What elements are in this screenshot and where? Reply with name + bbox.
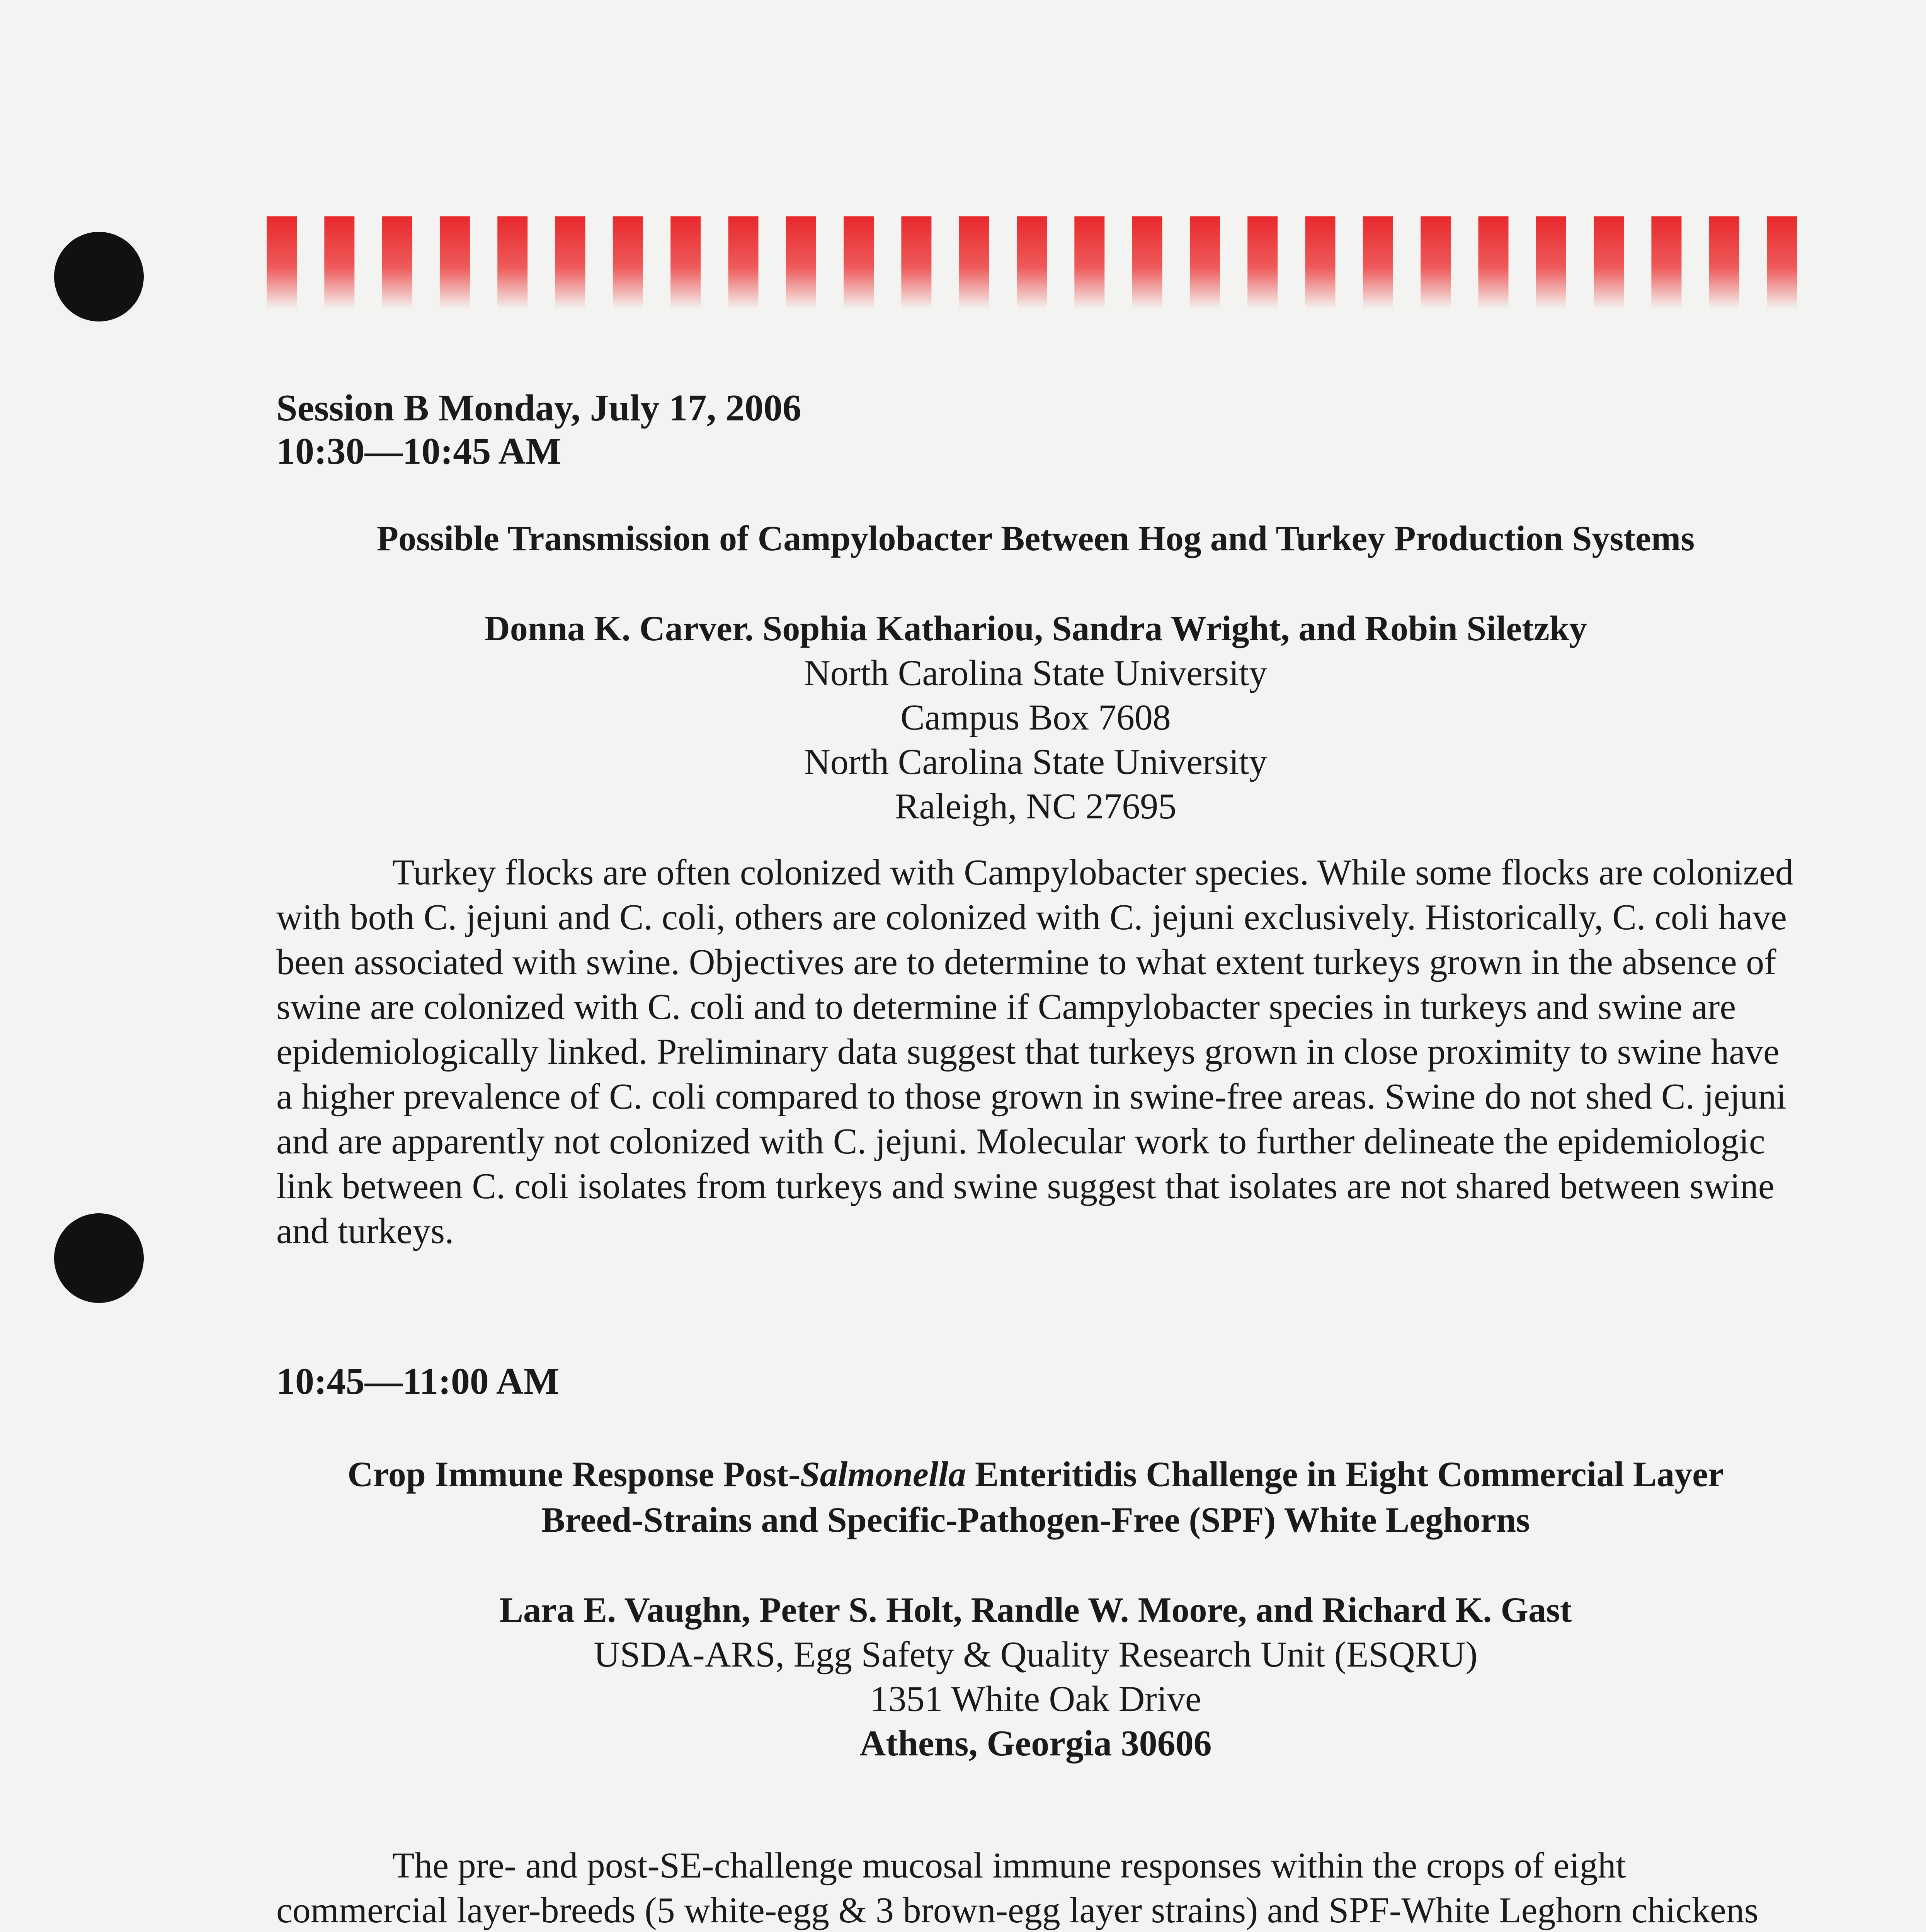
abstract-2-authors: Lara E. Vaughn, Peter S. Holt, Randle W. Moore, and Richard K. Gast: [499, 1590, 1572, 1629]
session-header: Session B Monday, July 17, 2006: [276, 387, 801, 429]
abstract-2-title: [276, 1451, 1795, 1543]
banner-bar: [497, 216, 527, 309]
abstract-2-body: [276, 1843, 1795, 1932]
banner-bar: [901, 216, 931, 309]
banner-bar: [1651, 216, 1681, 309]
abstract-1-title: Possible Transmission of Campylobacter Between Hog and Turkey Production Systems: [376, 519, 1695, 558]
binder-hole-middle: [54, 1213, 144, 1303]
banner-bar: [382, 216, 412, 309]
banner-bar: [1305, 216, 1336, 309]
banner-bar: [959, 216, 989, 309]
abstract-1-affiliation-line: North Carolina State University: [804, 653, 1268, 693]
banner-bar: [1363, 216, 1393, 309]
banner-bar: [1536, 216, 1566, 309]
banner-bar: [786, 216, 816, 309]
abstract-1-affiliation-line: Raleigh, NC 27695: [895, 786, 1177, 827]
banner-bar: [1479, 216, 1509, 309]
banner-bar: [1132, 216, 1162, 309]
banner-bar: [1017, 216, 1047, 309]
abstract-1-authors: Donna K. Carver. Sophia Kathariou, Sandra Wright, and Robin Siletzky: [484, 609, 1587, 648]
banner-bar: [324, 216, 354, 309]
session-time-2: 10:45—11:00 AM: [276, 1361, 560, 1402]
banner-bar: [1421, 216, 1451, 309]
banner-bar: [440, 216, 470, 309]
abstract-2-title-rest: Enteritidis Challenge in Eight Commercial Layer: [966, 1454, 1724, 1494]
banner-bar: [1190, 216, 1220, 309]
banner-bar: [1767, 216, 1797, 309]
abstract-1-body: Turkey flocks are often colonized with Campylobacter species. While some flocks are colonized with both C. jejuni and C. coli, others are colonized with C. jejuni exclusively. Historically, C. coli have been associated with swine. Objectives are to determine to what extent turkeys grown in the absence of swine are colonized with C. coli and to determine if Campylobacter species in turkeys and swine are epidemiologically linked. Preliminary data suggest that turkeys grown in close proximity to swine have a higher prevalence of C. coli compared to those grown in swine-free areas. Swine do not shed C. jejuni and are apparently not colonized with C. jejuni. Molecular work to further delineate the epidemiologic link between C. coli isolates from turkeys and swine suggest that isolates are not shared between swine and turkeys.: [276, 852, 1793, 1251]
binder-hole-top: [54, 232, 144, 321]
document-page: [276, 386, 1795, 1932]
session-time-1: 10:30—10:45 AM: [276, 430, 561, 472]
banner-bar: [728, 216, 759, 309]
abstract-2-title-line2: Breed-Strains and Specific-Pathogen-Free (SPF) White Leghorns: [541, 1500, 1530, 1539]
banner-bar: [670, 216, 701, 309]
banner-bar: [267, 216, 297, 309]
abstract-1-affiliation-line: North Carolina State University: [804, 742, 1268, 782]
banner-bar: [844, 216, 874, 309]
banner-bar: [1594, 216, 1624, 309]
banner-bar: [555, 216, 585, 309]
banner-bar: [1074, 216, 1104, 309]
abstract-2-title-italic: Salmonella: [800, 1454, 966, 1494]
abstract-2-body-part1: The pre- and post-SE-challenge mucosal immune responses within the crops of eight commercial layer-breeds (5 white-egg & 3 brown-egg layer strains) and SPF-White Leghorn chickens: [276, 1845, 1759, 1930]
abstract-2-affiliation-city: Athens, Georgia 30606: [859, 1723, 1212, 1764]
abstract-2-affiliation-line: 1351 White Oak Drive: [870, 1679, 1201, 1719]
banner-bar: [1709, 216, 1739, 309]
decorative-banner: [267, 216, 1797, 309]
banner-bar: [1247, 216, 1278, 309]
abstract-1-affiliation-line: Campus Box 7608: [900, 697, 1171, 738]
abstract-2-affiliation-line: USDA-ARS, Egg Safety & Quality Research Unit (ESQRU): [594, 1634, 1478, 1675]
banner-bar: [613, 216, 643, 309]
abstract-2-title-prefix: Crop Immune Response Post-: [347, 1454, 800, 1494]
